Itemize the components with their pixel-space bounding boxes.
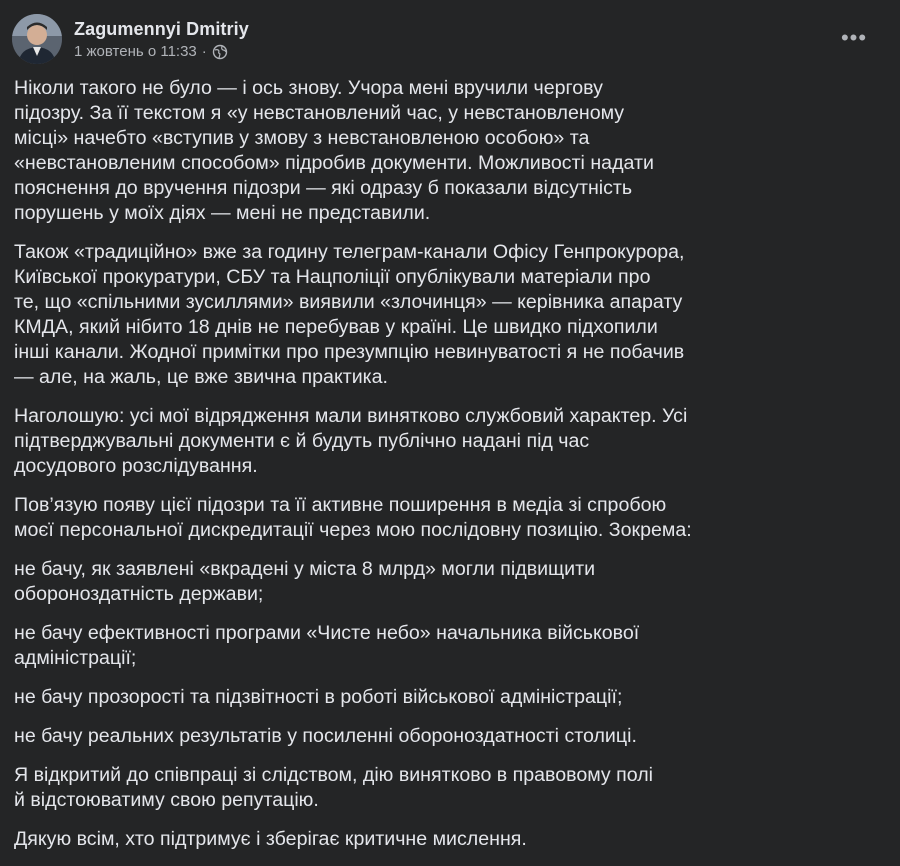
post-subline — [74, 42, 249, 62]
post-paragraph: Пов’язую появу цієї підозри та її активне поширення в медіа зі спробою моєї персональної дискредитації через мою послідовну позицію. Зокрема: — [14, 494, 692, 541]
post-paragraph: не бачу реальних результатів у посиленні обороноздатності столиці. — [14, 725, 637, 747]
more-options-dots: ••• — [840, 25, 868, 50]
post-paragraph: Наголошую: усі мої відрядження мали винятково службовий характер. Усі підтверджувальні документи є й будуть публічно надані під час досудового розслідування. — [14, 405, 688, 477]
more-options-icon[interactable] — [836, 24, 872, 52]
post-paragraph: Також «традиційно» вже за годину телеграм-канали Офісу Генпрокурора, Київської прокуратури, СБУ та Нацполіції опублікували матеріали про те, що «спільними зусиллями» виявили «злочинця» — керівника апарату КМДА, який нібито 18 днів не перебував у країні. Це швидко підхопили інші канали. Жодної примітки про презумпцію невинуватості я не побачив — але, на жаль, це вже звична практика. — [14, 241, 685, 388]
author-avatar[interactable] — [12, 14, 62, 64]
author-name[interactable]: Zagumennyi Dmitriy — [74, 18, 249, 39]
post-paragraph: не бачу, як заявлені «вкрадені у міста 8 млрд» могли підвищити обороноздатність держави; — [14, 558, 596, 605]
post-paragraph: не бачу ефективності програми «Чисте небо» начальника військової адміністрації; — [14, 622, 640, 669]
post-paragraph: Я відкритий до співпраці зі слідством, дію винятково в правовому полі й відстоюватиму свою репутацію. — [14, 764, 654, 811]
post-timestamp[interactable]: 1 жовтень о 11:33 — [74, 42, 197, 60]
post-header — [12, 14, 249, 64]
post-body — [14, 76, 754, 866]
post-paragraph: Дякую всім, хто підтримує і зберігає критичне мислення. — [14, 828, 527, 850]
post-meta — [74, 17, 249, 62]
post-paragraph: не бачу прозорості та підзвітності в роботі військової адміністрації; — [14, 686, 623, 708]
post-paragraph: Ніколи такого не було — і ось знову. Учора мені вручили чергову підозру. За її текстом я «у невстановлений час, у невстановленому місці» начебто «вступив у змову з невстановленою особою» та «невстановленим способом» підробив документи. Можливості надати пояснення до вручення підозри — які одразу б показали відсутність порушень у моїх діях — мені не представили. — [14, 77, 654, 224]
globe-icon[interactable] — [212, 44, 228, 60]
separator-dot: · — [201, 42, 207, 60]
